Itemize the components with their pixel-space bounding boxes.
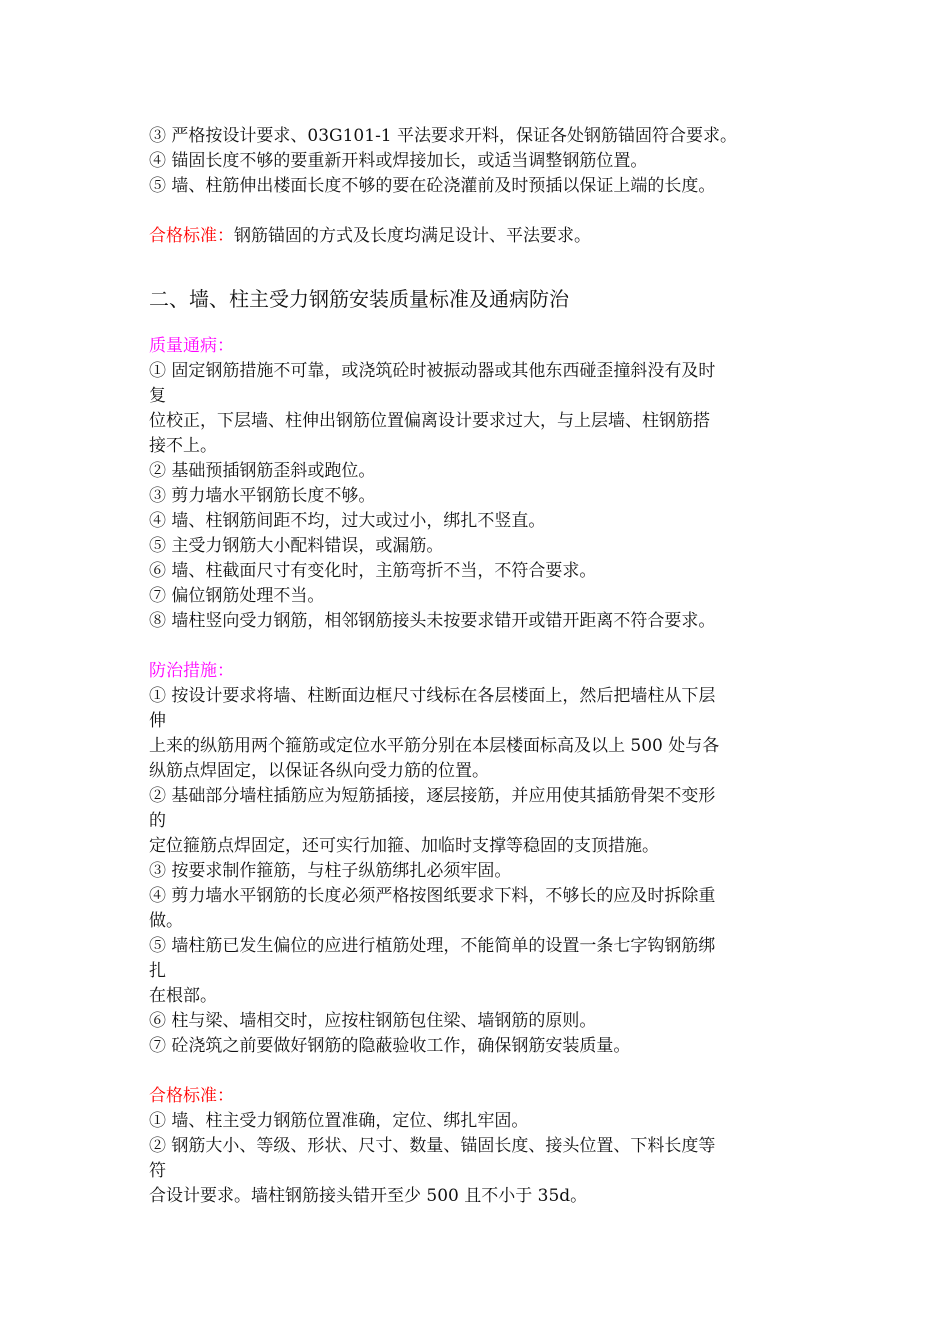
spacer bbox=[149, 249, 801, 274]
standard2-label: 合格标准： bbox=[149, 1086, 234, 1106]
spacer bbox=[149, 199, 801, 224]
list-item: ④ 剪力墙水平钢筋的长度必须严格按图纸要求下料，不够长的应及时拆除重 bbox=[149, 886, 716, 906]
list-item: 接不上。 bbox=[149, 436, 217, 456]
list-item: ⑥ 柱与梁、墙相交时，应按柱钢筋包住梁、墙钢筋的原则。 bbox=[149, 1011, 597, 1031]
list-item: 合设计要求。墙柱钢筋接头错开至少 500 且不小于 35d。 bbox=[149, 1186, 588, 1206]
list-item: ⑤ 主受力钢筋大小配料错误，或漏筋。 bbox=[149, 536, 444, 556]
list-item: 的 bbox=[149, 811, 166, 831]
spacer bbox=[149, 1059, 801, 1084]
list-item: 位校正，下层墙、柱伸出钢筋位置偏离设计要求过大，与上层墙、柱钢筋搭 bbox=[149, 411, 710, 431]
standard-label: 合格标准： bbox=[149, 226, 234, 246]
list-item: ① 按设计要求将墙、柱断面边框尺寸线标在各层楼面上，然后把墙柱从下层 bbox=[149, 686, 716, 706]
list-item: 复 bbox=[149, 386, 166, 406]
list-item: ④ 锚固长度不够的要重新开料或焊接加长，或适当调整钢筋位置。 bbox=[149, 151, 648, 171]
list-item: 定位箍筋点焊固定，还可实行加箍、加临时支撑等稳固的支顶措施。 bbox=[149, 836, 659, 856]
list-item: 扎 bbox=[149, 961, 166, 981]
list-item: ⑧ 墙柱竖向受力钢筋，相邻钢筋接头未按要求错开或错开距离不符合要求。 bbox=[149, 611, 716, 631]
list-item: 在根部。 bbox=[149, 986, 217, 1006]
list-item: ① 墙、柱主受力钢筋位置准确，定位、绑扎牢固。 bbox=[149, 1111, 529, 1131]
spacer bbox=[149, 322, 801, 334]
list-item: ② 钢筋大小、等级、形状、尺寸、数量、锚固长度、接头位置、下料长度等 bbox=[149, 1136, 716, 1156]
measures-label: 防治措施： bbox=[149, 661, 234, 681]
list-item: ⑤ 墙柱筋已发生偏位的应进行植筋处理，不能简单的设置一条七字钩钢筋绑 bbox=[149, 936, 716, 956]
section-title: 二、墙、柱主受力钢筋安装质量标准及通病防治 bbox=[149, 287, 569, 311]
list-item: 符 bbox=[149, 1161, 166, 1181]
list-item: 做。 bbox=[149, 911, 183, 931]
top-list bbox=[149, 124, 801, 199]
list-item: ① 固定钢筋措施不可靠，或浇筑砼时被振动器或其他东西碰歪撞斜没有及时 bbox=[149, 361, 716, 381]
defects-section bbox=[149, 334, 801, 634]
list-item: ③ 严格按设计要求、03G101-1 平法要求开料，保证各处钢筋锚固符合要求。 bbox=[149, 126, 738, 146]
list-item: ⑦ 砼浇筑之前要做好钢筋的隐蔽验收工作，确保钢筋安装质量。 bbox=[149, 1036, 631, 1056]
list-item: ③ 按要求制作箍筋，与柱子纵筋绑扎必须牢固。 bbox=[149, 861, 512, 881]
list-item: ⑥ 墙、柱截面尺寸有变化时，主筋弯折不当，不符合要求。 bbox=[149, 561, 597, 581]
list-item: ② 基础部分墙柱插筋应为短筋插接，逐层接筋，并应用使其插筋骨架不变形 bbox=[149, 786, 716, 806]
list-item: 上来的纵筋用两个箍筋或定位水平筋分别在本层楼面标高及以上 500 处与各 bbox=[149, 736, 720, 756]
document-page bbox=[149, 124, 801, 1209]
list-item: ② 基础预插钢筋歪斜或跑位。 bbox=[149, 461, 376, 481]
list-item: 纵筋点焊固定，以保证各纵向受力筋的位置。 bbox=[149, 761, 489, 781]
standard-paragraph bbox=[149, 224, 801, 249]
spacer bbox=[149, 634, 801, 659]
list-item: 伸 bbox=[149, 711, 166, 731]
list-item: ⑦ 偏位钢筋处理不当。 bbox=[149, 586, 325, 606]
list-item: ⑤ 墙、柱筋伸出楼面长度不够的要在砼浇灌前及时预插以保证上端的长度。 bbox=[149, 176, 716, 196]
standard2-section bbox=[149, 1084, 801, 1209]
list-item: ④ 墙、柱钢筋间距不均，过大或过小，绑扎不竖直。 bbox=[149, 511, 546, 531]
standard-text: 钢筋锚固的方式及长度均满足设计、平法要求。 bbox=[234, 226, 591, 246]
list-item: ③ 剪力墙水平钢筋长度不够。 bbox=[149, 486, 376, 506]
measures-section bbox=[149, 659, 801, 1059]
defects-label: 质量通病： bbox=[149, 336, 234, 356]
